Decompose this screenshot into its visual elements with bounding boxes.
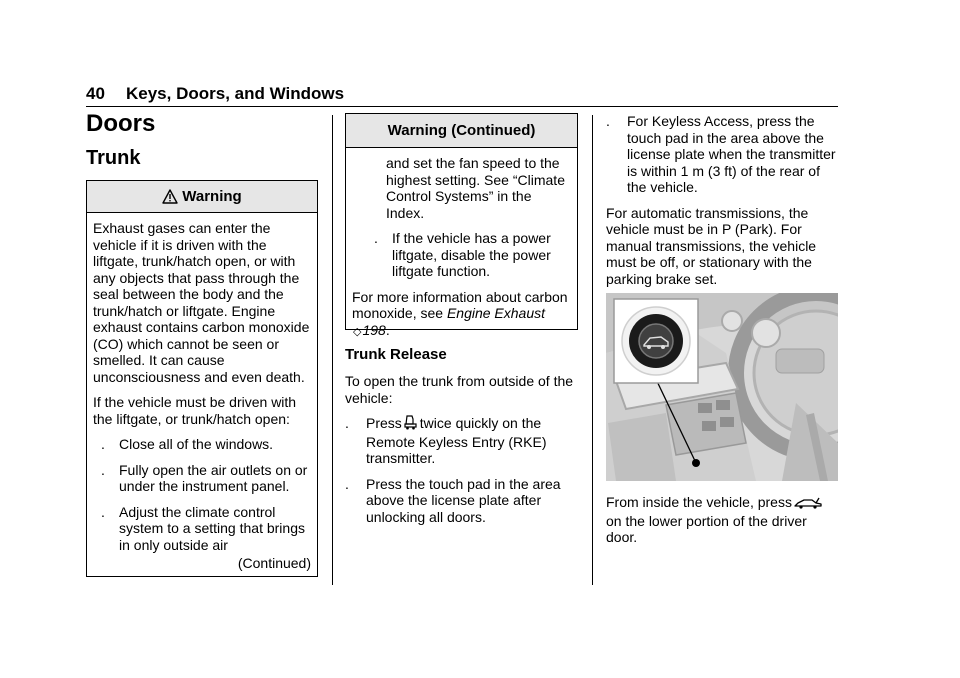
list-item-text: Press the touch pad in the area above the license plate after unlocking all doors. xyxy=(366,475,561,525)
list-item-text xyxy=(366,415,580,467)
right-column-text xyxy=(606,113,838,296)
warning-header xyxy=(87,181,317,213)
warning-continued-box xyxy=(345,113,578,338)
warning-title: Warning xyxy=(182,188,242,205)
warning-box xyxy=(86,180,318,577)
warning-continued-header xyxy=(346,114,577,148)
list-item xyxy=(93,504,311,554)
caption-text xyxy=(606,494,838,546)
continued-label: (Continued) xyxy=(237,555,311,571)
list-item xyxy=(93,436,311,453)
warning-paragraph: If the vehicle must be driven with the liftgate, or trunk/hatch open: xyxy=(93,394,297,427)
warning-triangle-icon xyxy=(162,184,178,215)
list-item xyxy=(345,415,580,467)
reference-end: . xyxy=(385,321,390,338)
warning-body xyxy=(87,213,317,572)
warning-paragraph: Exhaust gases can enter the vehicle if it is driven with the liftgate, trunk/hatch open, or with any objects that pass through the seal between the body and the trunk/hatch or liftgate. Engine exhaust contains carbon monoxide (CO) which cannot be seen or smelled. It can cause unconsciousness and even death. xyxy=(93,220,310,385)
bullet-mark: . xyxy=(101,436,105,452)
page-reference-arrow-icon: ◇ xyxy=(353,325,362,338)
page-number: 40 xyxy=(86,84,105,103)
list-item-text: If the vehicle has a power liftgate, disable the power liftgate function. xyxy=(392,230,551,279)
warning-continued-title: Warning (Continued) xyxy=(387,122,536,139)
page-header xyxy=(86,84,838,104)
list-item-text: Adjust the climate control system to a setting that brings in only outside air xyxy=(119,503,305,553)
driver-door-illustration xyxy=(606,293,838,481)
illustration-caption xyxy=(606,494,838,555)
section-title: Keys, Doors, and Windows xyxy=(126,84,345,103)
warning-continued-body xyxy=(346,148,577,340)
list-item xyxy=(606,113,838,196)
more-info-paragraph xyxy=(352,289,571,341)
warning-continued-text: and set the fan speed to the highest setting. See “Climate Control Systems” in the Index. xyxy=(386,155,565,221)
bullet-mark: . xyxy=(606,113,610,129)
reference-page[interactable]: 198 xyxy=(362,321,386,338)
trunk-release-intro: To open the trunk from outside of the vehicle: xyxy=(345,373,574,406)
list-item-text-end: twice quickly on the Remote Keyless Entry (RKE) transmitter. xyxy=(366,415,547,466)
caption-text-start: From inside the vehicle, press xyxy=(606,494,792,510)
list-item xyxy=(345,476,580,526)
list-item-text: Fully open the air outlets on or under the instrument panel. xyxy=(119,461,308,494)
column-divider-2 xyxy=(592,115,593,585)
bullet-mark: . xyxy=(345,415,349,431)
car-trunk-icon xyxy=(794,496,822,513)
trunk-release-heading: Trunk Release xyxy=(345,346,447,363)
caption-text-end: on the lower portion of the driver door. xyxy=(606,512,807,545)
section-heading: Trunk xyxy=(86,147,141,169)
bullet-mark: . xyxy=(101,503,105,520)
trunk-release-body xyxy=(345,373,580,534)
more-info-text: For more information about carbon monoxide, see xyxy=(352,288,568,321)
list-item xyxy=(93,462,311,495)
list-item xyxy=(352,230,571,280)
transmission-paragraph: For automatic transmissions, the vehicle must be in P (Park). For manual transmissions, the vehicle must be off, or stationary with the parking brake set. xyxy=(606,204,817,287)
reference-link[interactable]: Engine Exhaust xyxy=(446,305,546,321)
page-title: Doors xyxy=(86,110,156,137)
list-item-text: For Keyless Access, press the touch pad in the area above the license plate when the transmitter is within 1 m (3 ft) of the rear of the vehicle. xyxy=(627,113,836,195)
list-item-text-start: Press xyxy=(366,415,402,431)
column-divider-1 xyxy=(332,115,333,585)
bullet-mark: . xyxy=(345,475,349,492)
header-rule xyxy=(86,106,838,107)
list-item-text: Close all of the windows. xyxy=(119,436,274,452)
bullet-mark: . xyxy=(101,461,105,478)
bullet-mark: . xyxy=(374,230,378,246)
trunk-open-icon xyxy=(404,415,418,434)
